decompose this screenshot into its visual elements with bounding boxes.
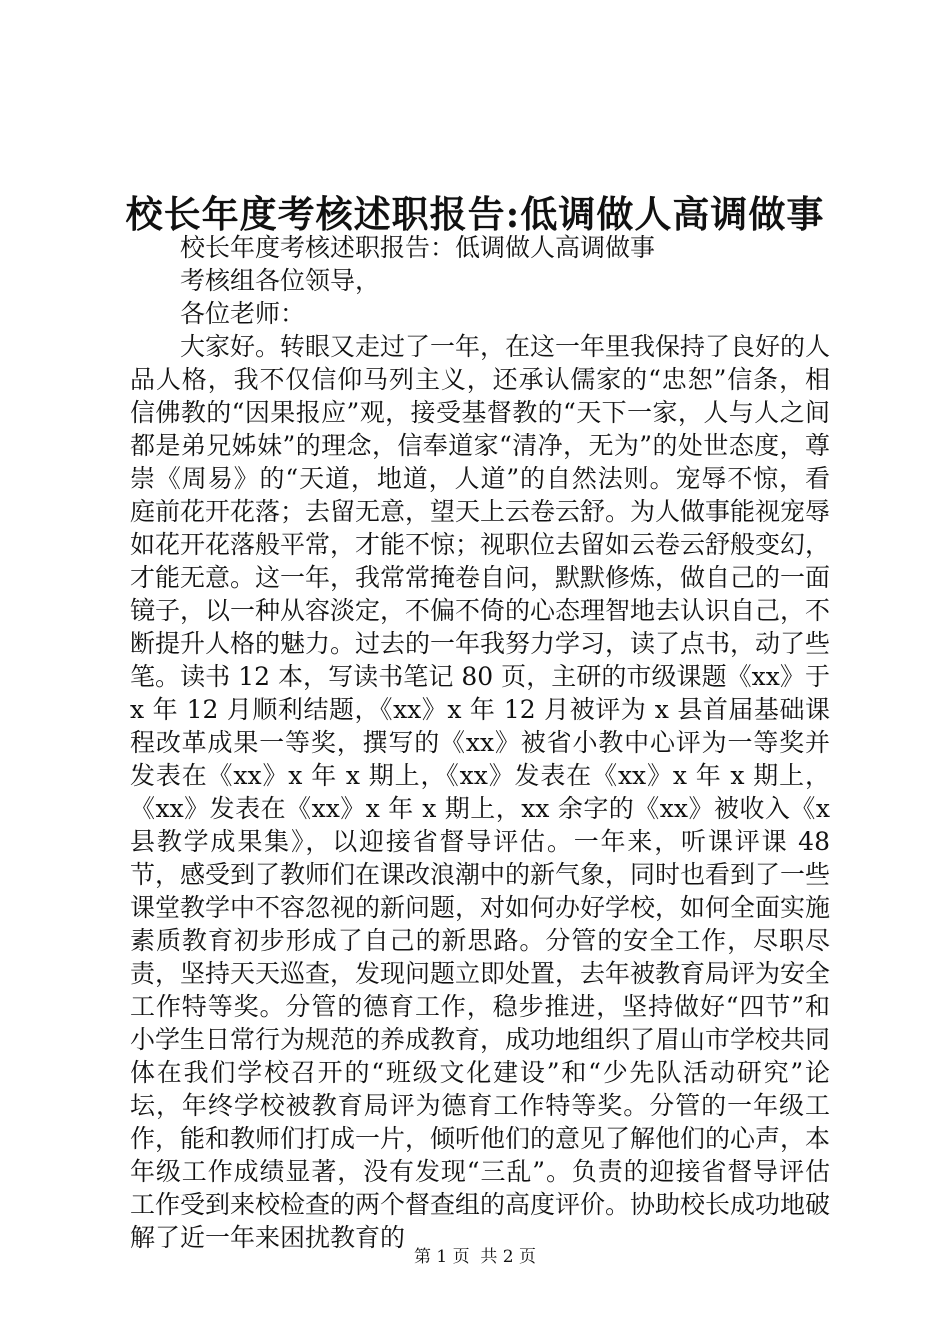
- body-paragraph: 大家好。转眼又走过了一年，在这一年里我保持了良好的人品人格，我不仅信仰马列主义，还承认儒家的“忠恕”信条，相信佛教的“因果报应”观，接受基督教的“天下一家，人与人之间都是弟兄姊妹”的理念，信奉道家“清净，无为”的处世态度，尊崇《周易》的“天道，地道，人道”的自然法则。宠辱不惊，看庭前花开花落；去留无意，望天上云卷云舒。为人做事能视宠辱如花开花落般平常，才能不惊；视职位去留如云卷云舒般变幻，才能无意。这一年，我常常掩卷自问，默默修炼，做自己的一面镜子，以一种从容淡定，不偏不倚的心态理智地去认识自己，不断提升人格的魅力。过去的一年我努力学习，读了点书，动了些笔。读书 12 本，写读书笔记 80 页，主研的市级课题《xx》于 x 年 12 月顺利结题，《xx》x 年 12 月被评为 x 县首届基础课程改革成果一等奖，撰写的《xx》被省小教中心评为一等奖并发表在《xx》x 年 x 期上，《xx》发表在《xx》x 年 x 期上，《xx》发表在《xx》x 年 x 期上，xx 余字的《xx》被收入《x 县教学成果集》，以迎接省督导评估。一年来，听课评课 48 节，感受到了教师们在课改浪潮中的新气象，同时也看到了一些课堂教学中不容忽视的新问题，对如何办好学校，如何全面实施素质教育初步形成了自己的新思路。分管的安全工作，尽职尽责，坚持天天巡查，发现问题立即处置，去年被教育局评为安全工作特等奖。分管的德育工作，稳步推进，坚持做好“四节”和小学生日常行为规范的养成教育，成功地组织了眉山市学校共同体在我们学校召开的“班级文化建设”和“少先队活动研究”论坛，年终学校被教育局评为德育工作特等奖。分管的一年级工作，能和教师们打成一片，倾听他们的意见了解他们的心声，本年级工作成绩显著，没有发现“三乱”。负责的迎接省督导评估工作受到来校检查的两个督查组的高度评价。协助校长成功地破解了近一年来困扰教育的: [130, 332, 831, 1252]
- salutation-line-2: 各位老师：: [180, 299, 306, 328]
- document-title: 校长年度考核述职报告:低调做人高调做事: [125, 192, 825, 236]
- page-footer: 第 1 页 共 2 页: [413, 1247, 537, 1267]
- document-body: [130, 231, 830, 1254]
- subtitle-paragraph: 校长年度考核述职报告：低调做人高调做事: [180, 233, 656, 262]
- salutation-line-1: 考核组各位领导，: [180, 266, 381, 295]
